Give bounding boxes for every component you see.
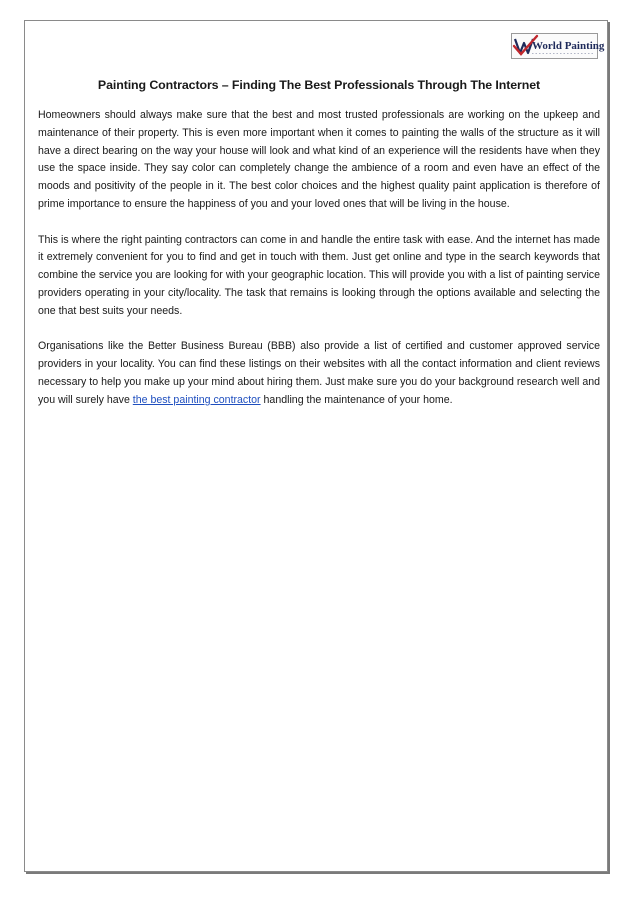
- paragraph-3: [38, 338, 600, 409]
- logo-graphic: [512, 34, 605, 58]
- logo-text: World Painting: [532, 40, 605, 52]
- paragraph-3-text-before-link: Organisations like the Better Business Bureau (BBB) also provide a list of certified and customer approved service providers in your locality. You can find these listings on their websites with all the contact information and client reviews necessary to help you make up your mind about hiring them. Just make sure you do your background research well and you will surely have: [38, 340, 600, 406]
- document-body: [38, 107, 600, 427]
- document-title: Painting Contractors – Finding The Best Professionals Through The Internet: [97, 78, 541, 92]
- paragraph-3-text-after-link: handling the maintenance of your home.: [260, 393, 453, 406]
- paragraph-2: This is where the right painting contractors can come in and handle the entire task with ease. And the internet has made it extremely convenient for you to find and get in touch with them. Just get online and type in the search keywords that combine the service you are looking for with your geographic location. This will provide you with a list of painting service providers operating in your city/locality. The task that remains is looking through the options available and selecting the one that best suits your needs.: [38, 233, 600, 317]
- paragraph-1: Homeowners should always make sure that the best and most trusted professionals are working on the upkeep and maintenance of their property. This is even more important when it comes to painting the walls of the structure as it will have a direct bearing on the way your house will look and what kind of an experience will the residents have when they use the space inside. They say color can completely change the ambience of a room and even have an effect of the moods and positivity of the people in it. The best color choices and the highest quality paint application is therefore of prime importance to ensure the happiness of you and your loved ones that will be living in the house.: [38, 109, 600, 210]
- world-painting-logo: [511, 33, 605, 59]
- best-painting-contractor-link[interactable]: the best painting contractor: [132, 393, 261, 406]
